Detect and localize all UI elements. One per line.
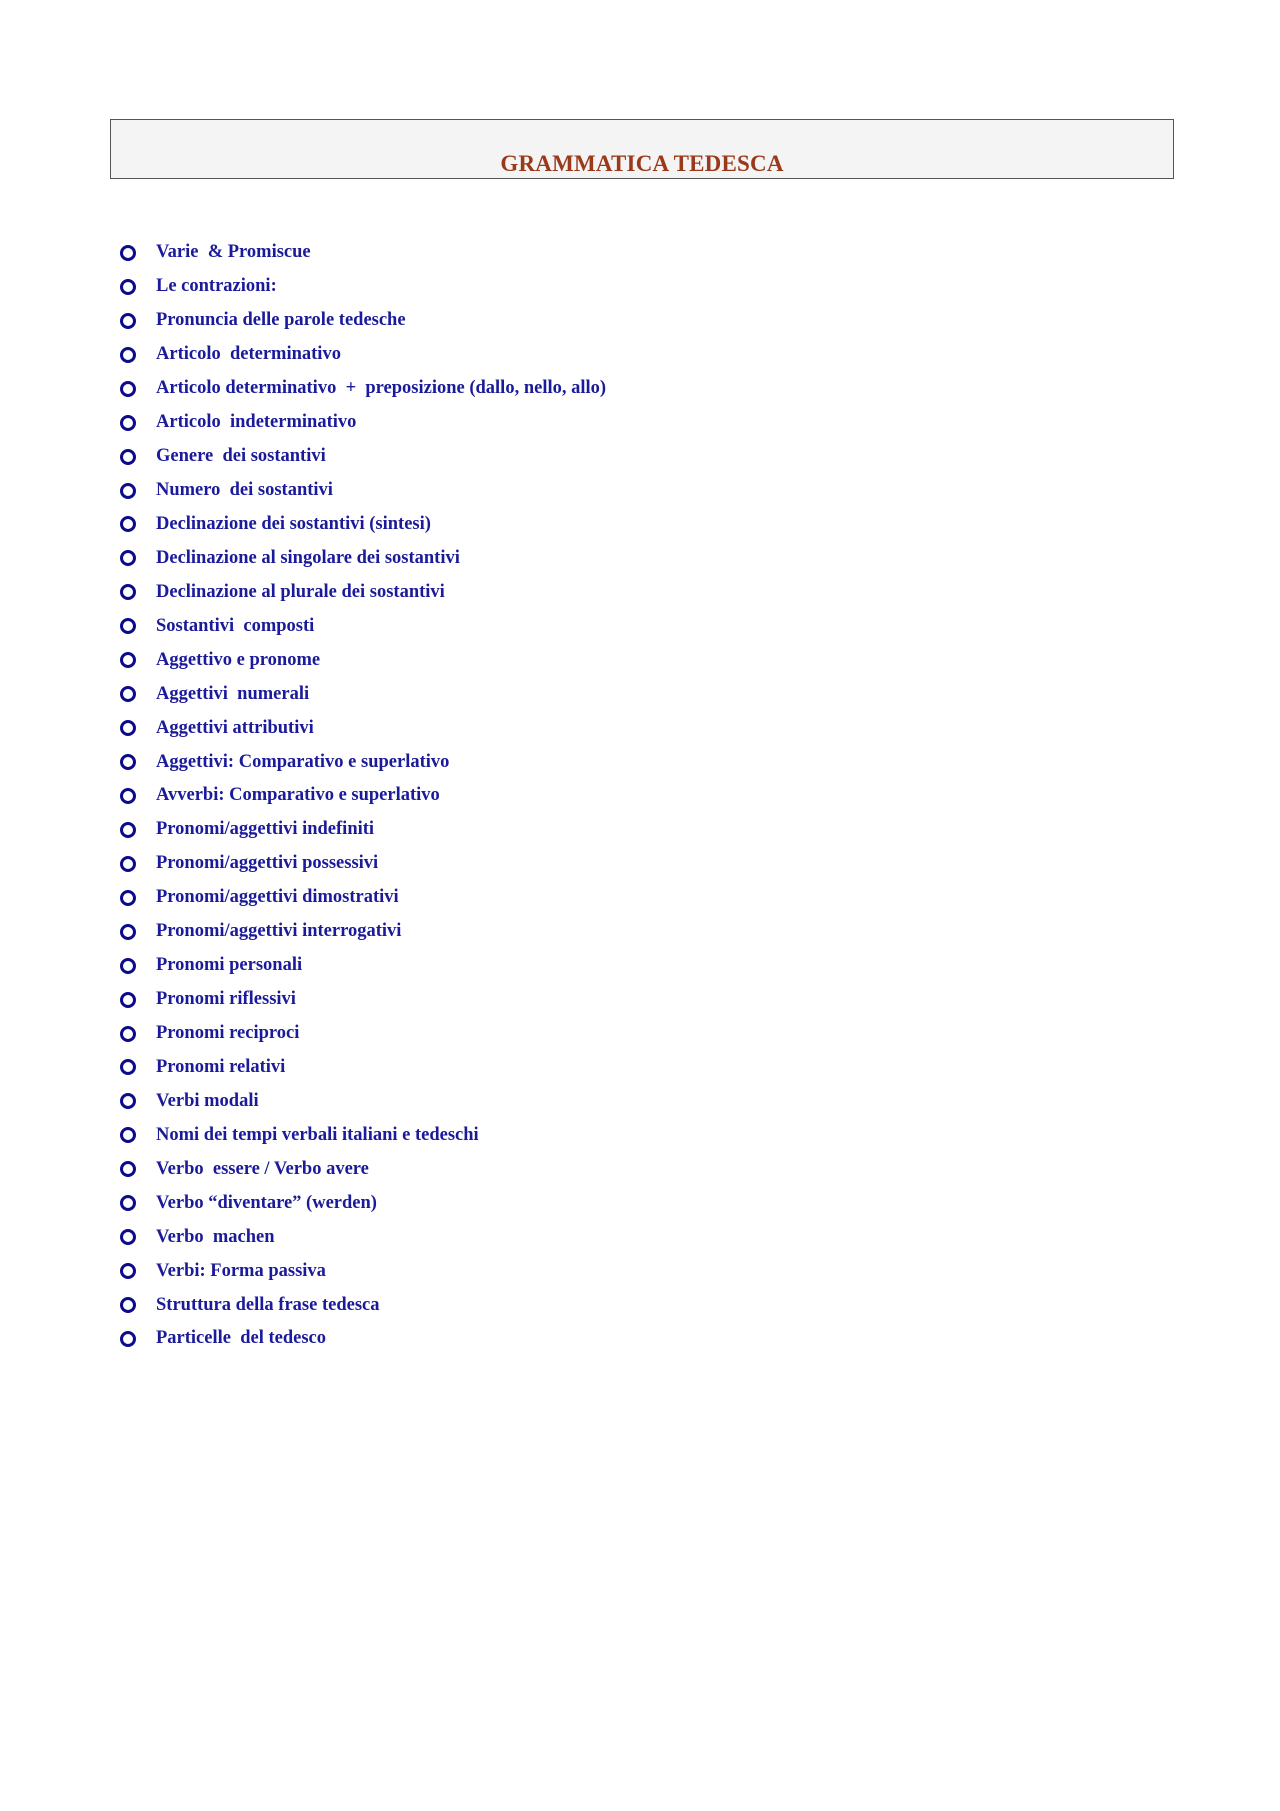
topic-item[interactable]	[120, 406, 606, 440]
circle-bullet-icon	[120, 1331, 136, 1347]
circle-bullet-icon	[120, 1127, 136, 1143]
topic-list	[120, 236, 606, 1356]
topic-item[interactable]	[120, 304, 606, 338]
topic-link[interactable]: Pronomi relativi	[156, 1056, 286, 1077]
topic-item[interactable]	[120, 915, 606, 949]
topic-link[interactable]: Declinazione al plurale dei sostantivi	[156, 581, 445, 602]
topic-link[interactable]: Pronomi reciproci	[156, 1023, 300, 1044]
topic-item[interactable]	[120, 1017, 606, 1051]
topic-link[interactable]: Aggettivo e pronome	[156, 649, 321, 670]
circle-bullet-icon	[120, 1229, 136, 1245]
topic-link[interactable]: Pronomi/aggettivi indefiniti	[156, 819, 375, 840]
topic-item[interactable]	[120, 474, 606, 508]
page-title: GRAMMATICA TEDESCA	[500, 151, 784, 176]
topic-item[interactable]	[120, 847, 606, 881]
circle-bullet-icon	[120, 449, 136, 465]
topic-link[interactable]: Le contrazioni:	[156, 276, 277, 297]
circle-bullet-icon	[120, 1263, 136, 1279]
topic-item[interactable]	[120, 1084, 606, 1118]
topic-item[interactable]	[120, 1288, 606, 1322]
circle-bullet-icon	[120, 1161, 136, 1177]
topic-item[interactable]	[120, 949, 606, 983]
topic-link[interactable]: Pronomi/aggettivi possessivi	[156, 853, 379, 874]
circle-bullet-icon	[120, 313, 136, 329]
circle-bullet-icon	[120, 958, 136, 974]
topic-item[interactable]	[120, 643, 606, 677]
topic-item[interactable]	[120, 813, 606, 847]
circle-bullet-icon	[120, 788, 136, 804]
topic-link[interactable]: Varie & Promiscue	[156, 242, 311, 263]
topic-link[interactable]: Avverbi: Comparativo e superlativo	[156, 785, 440, 806]
topic-link[interactable]: Nomi dei tempi verbali italiani e tedeschi	[156, 1124, 479, 1145]
topic-item[interactable]	[120, 609, 606, 643]
topic-link[interactable]: Declinazione al singolare dei sostantivi	[156, 547, 460, 568]
topic-item[interactable]	[120, 881, 606, 915]
topic-link[interactable]: Articolo determinativo + preposizione (dallo, nello, allo)	[156, 378, 607, 399]
circle-bullet-icon	[120, 686, 136, 702]
circle-bullet-icon	[120, 992, 136, 1008]
circle-bullet-icon	[120, 1026, 136, 1042]
circle-bullet-icon	[120, 1297, 136, 1313]
circle-bullet-icon	[120, 1093, 136, 1109]
topic-link[interactable]: Pronomi riflessivi	[156, 989, 296, 1010]
topic-link[interactable]: Aggettivi attributivi	[156, 717, 314, 738]
topic-item[interactable]	[120, 236, 606, 270]
topic-link[interactable]: Verbi modali	[156, 1090, 259, 1111]
topic-link[interactable]: Aggettivi numerali	[156, 683, 310, 704]
circle-bullet-icon	[120, 245, 136, 261]
circle-bullet-icon	[120, 381, 136, 397]
topic-link[interactable]: Genere dei sostantivi	[156, 446, 326, 467]
topic-item[interactable]	[120, 1051, 606, 1085]
topic-link[interactable]: Particelle del tedesco	[156, 1328, 327, 1349]
topic-item[interactable]	[120, 440, 606, 474]
circle-bullet-icon	[120, 415, 136, 431]
topic-item[interactable]	[120, 1254, 606, 1288]
topic-link[interactable]: Pronomi personali	[156, 955, 303, 976]
topic-item[interactable]	[120, 1118, 606, 1152]
circle-bullet-icon	[120, 347, 136, 363]
topic-item[interactable]	[120, 338, 606, 372]
topic-link[interactable]: Struttura della frase tedesca	[156, 1294, 380, 1315]
circle-bullet-icon	[120, 1059, 136, 1075]
topic-item[interactable]	[120, 1220, 606, 1254]
topic-item[interactable]	[120, 711, 606, 745]
circle-bullet-icon	[120, 652, 136, 668]
topic-link[interactable]: Pronuncia delle parole tedesche	[156, 310, 406, 331]
topic-item[interactable]	[120, 575, 606, 609]
topic-link[interactable]: Verbi: Forma passiva	[156, 1260, 326, 1281]
circle-bullet-icon	[120, 856, 136, 872]
topic-link[interactable]: Sostantivi composti	[156, 615, 315, 636]
circle-bullet-icon	[120, 483, 136, 499]
topic-link[interactable]: Verbo machen	[156, 1226, 275, 1247]
topic-link[interactable]: Pronomi/aggettivi interrogativi	[156, 921, 402, 942]
topic-link[interactable]: Verbo “diventare” (werden)	[156, 1192, 377, 1213]
topic-link[interactable]: Numero dei sostantivi	[156, 480, 333, 501]
circle-bullet-icon	[120, 584, 136, 600]
circle-bullet-icon	[120, 924, 136, 940]
circle-bullet-icon	[120, 720, 136, 736]
topic-item[interactable]	[120, 745, 606, 779]
topic-item[interactable]	[120, 1152, 606, 1186]
title-box	[110, 119, 1174, 179]
topic-item[interactable]	[120, 508, 606, 542]
topic-item[interactable]	[120, 983, 606, 1017]
topic-item[interactable]	[120, 677, 606, 711]
topic-link[interactable]: Verbo essere / Verbo avere	[156, 1158, 369, 1179]
topic-item[interactable]	[120, 1322, 606, 1356]
circle-bullet-icon	[120, 516, 136, 532]
topic-item[interactable]	[120, 541, 606, 575]
circle-bullet-icon	[120, 1195, 136, 1211]
topic-item[interactable]	[120, 372, 606, 406]
topic-link[interactable]: Declinazione dei sostantivi (sintesi)	[156, 513, 431, 534]
circle-bullet-icon	[120, 754, 136, 770]
circle-bullet-icon	[120, 279, 136, 295]
circle-bullet-icon	[120, 822, 136, 838]
topic-item[interactable]	[120, 779, 606, 813]
topic-link[interactable]: Articolo determinativo	[156, 344, 341, 365]
circle-bullet-icon	[120, 618, 136, 634]
topic-item[interactable]	[120, 270, 606, 304]
topic-link[interactable]: Aggettivi: Comparativo e superlativo	[156, 751, 450, 772]
topic-item[interactable]	[120, 1186, 606, 1220]
topic-link[interactable]: Pronomi/aggettivi dimostrativi	[156, 887, 399, 908]
topic-link[interactable]: Articolo indeterminativo	[156, 412, 357, 433]
circle-bullet-icon	[120, 890, 136, 906]
circle-bullet-icon	[120, 550, 136, 566]
